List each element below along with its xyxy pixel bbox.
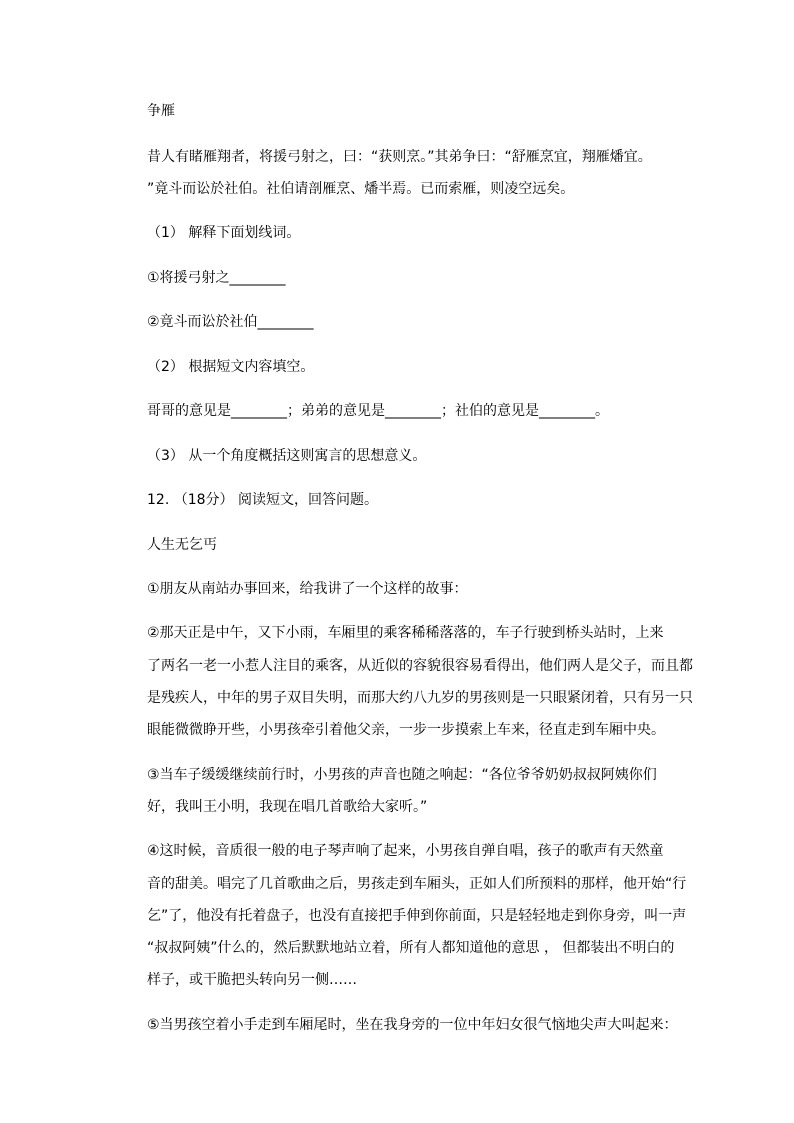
story-paragraph-4-line: 音的甜美。唱完了几首歌曲之后，男孩走到车厢头，正如人们所预料的那样，他开始“行 <box>147 876 687 892</box>
story-title: 人生无乞丐 <box>147 537 217 553</box>
question-1-item-a: ①将援弓射之________ <box>147 270 286 286</box>
fable-text-line: 昔人有睹雁翔者，将援弓射之，曰：“获则烹。”其弟争曰：“舒雁烹宜，翔雁燔宜。 <box>147 149 652 165</box>
story-paragraph-4-line: “叔叔阿姨”什么的，然后默默地站立着，所有人都知道他的意思 ， 但都装出不明白的 <box>147 940 675 956</box>
story-paragraph-4-line: 样子，或干脆把头转向另一侧…… <box>147 972 357 988</box>
story-paragraph-1: ①朋友从南站办事回来，给我讲了一个这样的故事： <box>147 581 468 597</box>
question-3: （3） 从一个角度概括这则寓言的思想意义。 <box>147 448 427 464</box>
question-2: （2） 根据短文内容填空。 <box>147 359 315 375</box>
question-1-item-b: ②竟斗而讼於社伯________ <box>147 314 314 330</box>
story-paragraph-2-line: ②那天正是中午，又下小雨，车厢里的乘客稀稀落落的，车子行驶到桥头站时，上来 <box>147 625 664 641</box>
story-paragraph-4-line: 乞”了，他没有托着盘子，也没有直接把手伸到你前面，只是轻轻地走到你身旁，叫一声 <box>147 908 687 924</box>
story-paragraph-3-line: 好，我叫王小明，我现在唱几首歌给大家听。” <box>147 799 428 815</box>
story-paragraph-5: ⑤当男孩空着小手走到车厢尾时，坐在我身旁的一位中年妇女很气恼地尖声大叫起来： <box>147 1017 678 1033</box>
question-12-heading: 12. （18分） 阅读短文，回答问题。 <box>147 492 378 508</box>
story-paragraph-2-line: 是残疾人，中年的男子双目失明，而那大约八九岁的男孩则是一只眼紧闭着，只有另一只 <box>147 690 693 706</box>
fable-text-line: ”竟斗而讼於社伯。社伯请剖雁烹、燔半焉。已而索雁，则凌空远矣。 <box>147 181 575 197</box>
story-paragraph-4-line: ④这时候，音质很一般的电子琴声响了起来，小男孩自弹自唱，孩子的歌声有天然童 <box>147 843 664 859</box>
story-paragraph-2-line: 了两名一老一小惹人注目的乘客，从近似的容貌很容易看得出，他们两人是父子，而且都 <box>147 658 693 674</box>
question-2-blanks: 哥哥的意见是________；弟弟的意见是________；社伯的意见是________。 <box>147 403 609 419</box>
fable-title: 争雁 <box>147 103 175 119</box>
story-paragraph-3-line: ③当车子缓缓继续前行时，小男孩的声音也随之响起：“各位爷爷奶奶叔叔阿姨你们 <box>147 767 657 783</box>
story-paragraph-2-line: 眼能微微睁开些，小男孩牵引着他父亲，一步一步摸索上车来，径直走到车厢中央。 <box>147 722 665 738</box>
question-1: （1） 解释下面划线词。 <box>147 225 301 241</box>
